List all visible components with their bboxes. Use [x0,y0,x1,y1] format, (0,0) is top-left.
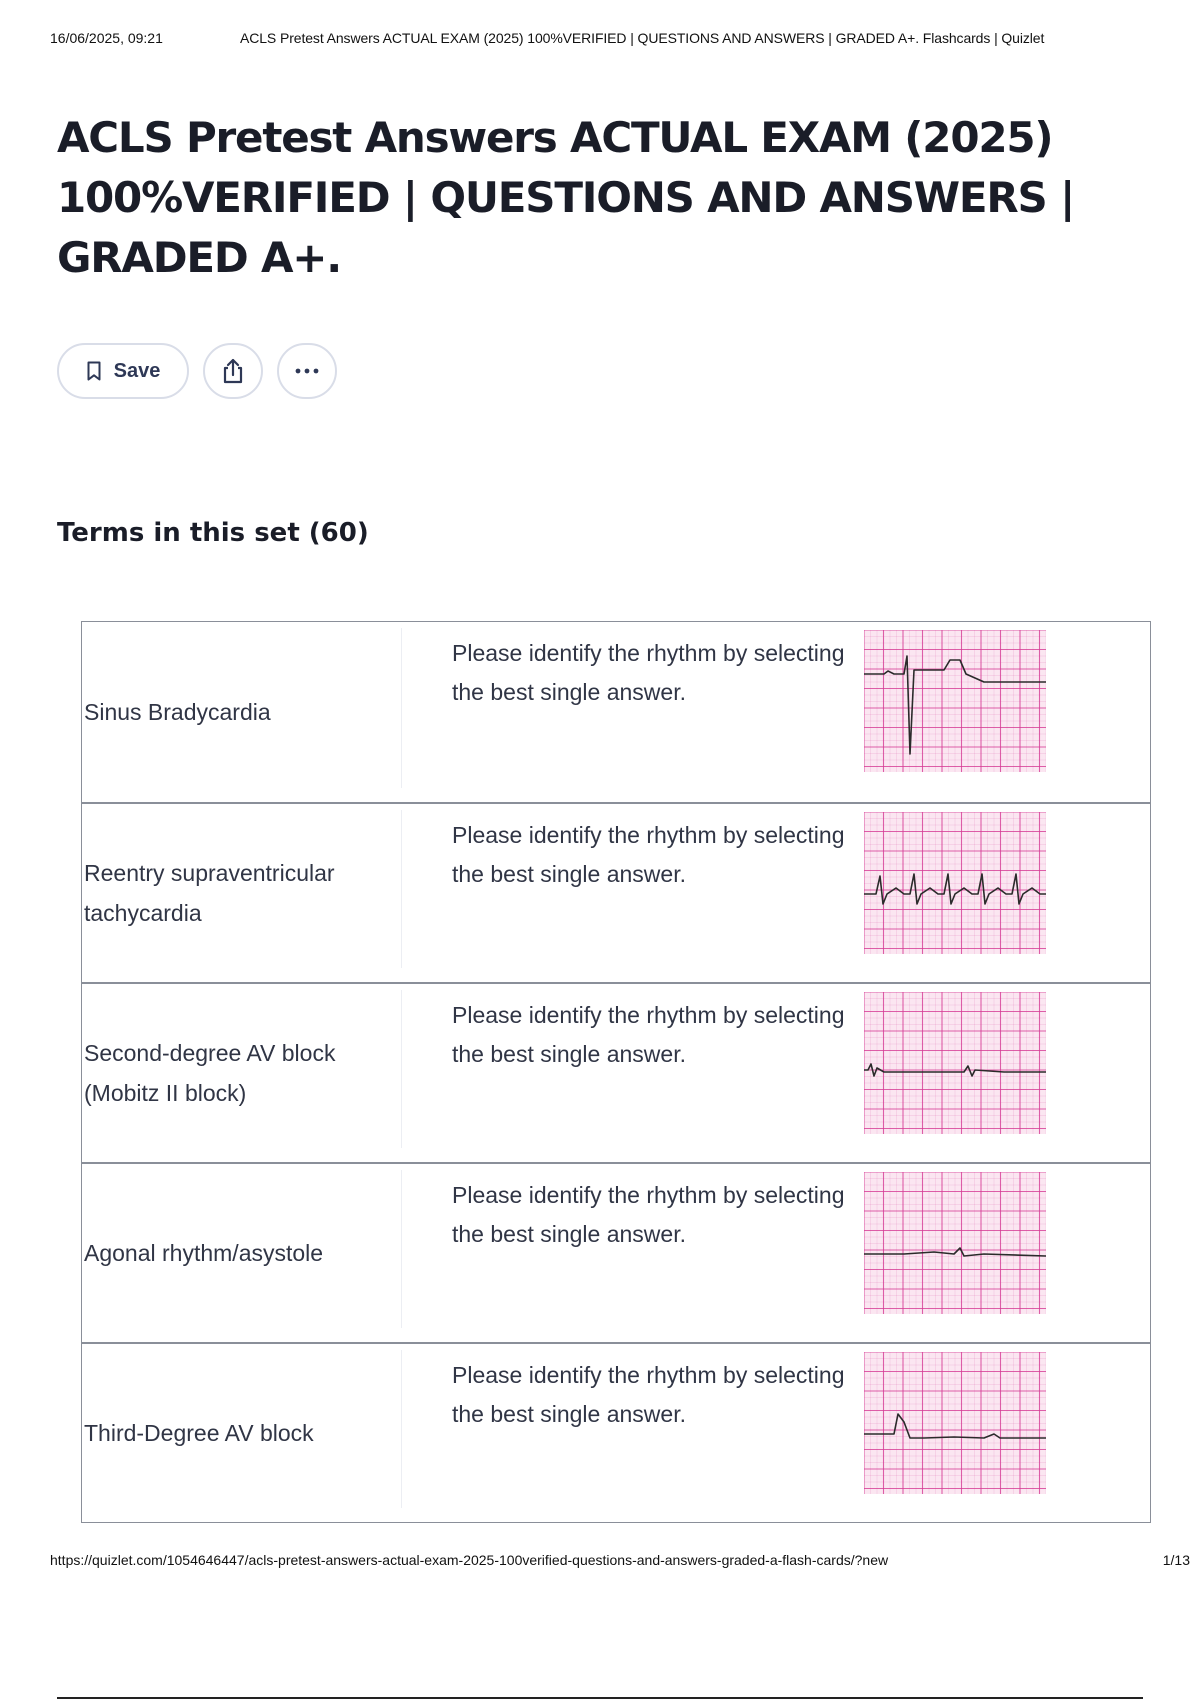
save-button[interactable] [57,343,189,399]
term-card [82,1162,1150,1342]
page-number: 1/13 [1162,1552,1190,1568]
term-definition: Please identify the rhythm by selecting the best single answer. [452,1362,845,1427]
print-doc-title: ACLS Pretest Answers ACTUAL EXAM (2025) 100%VERIFIED | QUESTIONS AND ANSWERS | GRADED A+. Flashcards | Quizlet [240,30,1045,46]
term-definition: Please identify the rhythm by selecting the best single answer. [452,1182,845,1247]
term-definition: Please identify the rhythm by selecting the best single answer. [452,822,845,887]
share-icon [220,357,246,385]
term-definition: Please identify the rhythm by selecting the best single answer. [452,640,845,705]
ecg-strip-image [864,1172,1046,1314]
column-divider [401,628,402,788]
print-header [50,30,1180,46]
ecg-strip-image [864,1352,1046,1494]
ecg-strip-image [864,630,1046,772]
more-icon [293,367,321,375]
ecg-strip-image [864,992,1046,1134]
column-divider [401,990,402,1148]
term-card [82,622,1150,802]
share-button[interactable] [203,343,263,399]
set-actions [57,343,337,399]
print-datetime: 16/06/2025, 09:21 [50,30,163,46]
more-options-button[interactable] [277,343,337,399]
term-card [82,1342,1150,1522]
term-definition: Please identify the rhythm by selecting the best single answer. [452,1002,845,1067]
ecg-strip-image [864,812,1046,954]
terms-heading: Terms in this set (60) [57,518,369,548]
save-label: Save [113,359,161,382]
term-word: Agonal rhythm/asystole [84,1240,324,1266]
print-footer [50,1552,1190,1568]
term-card [82,802,1150,982]
bottom-rule [57,1697,1143,1699]
terms-table [81,621,1151,1523]
term-word: Sinus Bradycardia [84,699,271,725]
column-divider [401,1170,402,1328]
page-title: ACLS Pretest Answers ACTUAL EXAM (2025) 100%VERIFIED | QUESTIONS AND ANSWERS | GRADED A+. [57,113,1075,282]
column-divider [401,810,402,968]
page-url: https://quizlet.com/1054646447/acls-pretest-answers-actual-exam-2025-100verified-questions-and-answers-graded-a-flash-cards/?new [50,1552,889,1568]
column-divider [401,1350,402,1508]
term-card [82,982,1150,1162]
bookmark-icon [86,361,102,381]
term-word: Second-degree AV block (Mobitz II block) [84,1040,336,1106]
term-word: Third-Degree AV block [84,1420,314,1446]
term-word: Reentry supraventricular tachycardia [84,860,335,926]
